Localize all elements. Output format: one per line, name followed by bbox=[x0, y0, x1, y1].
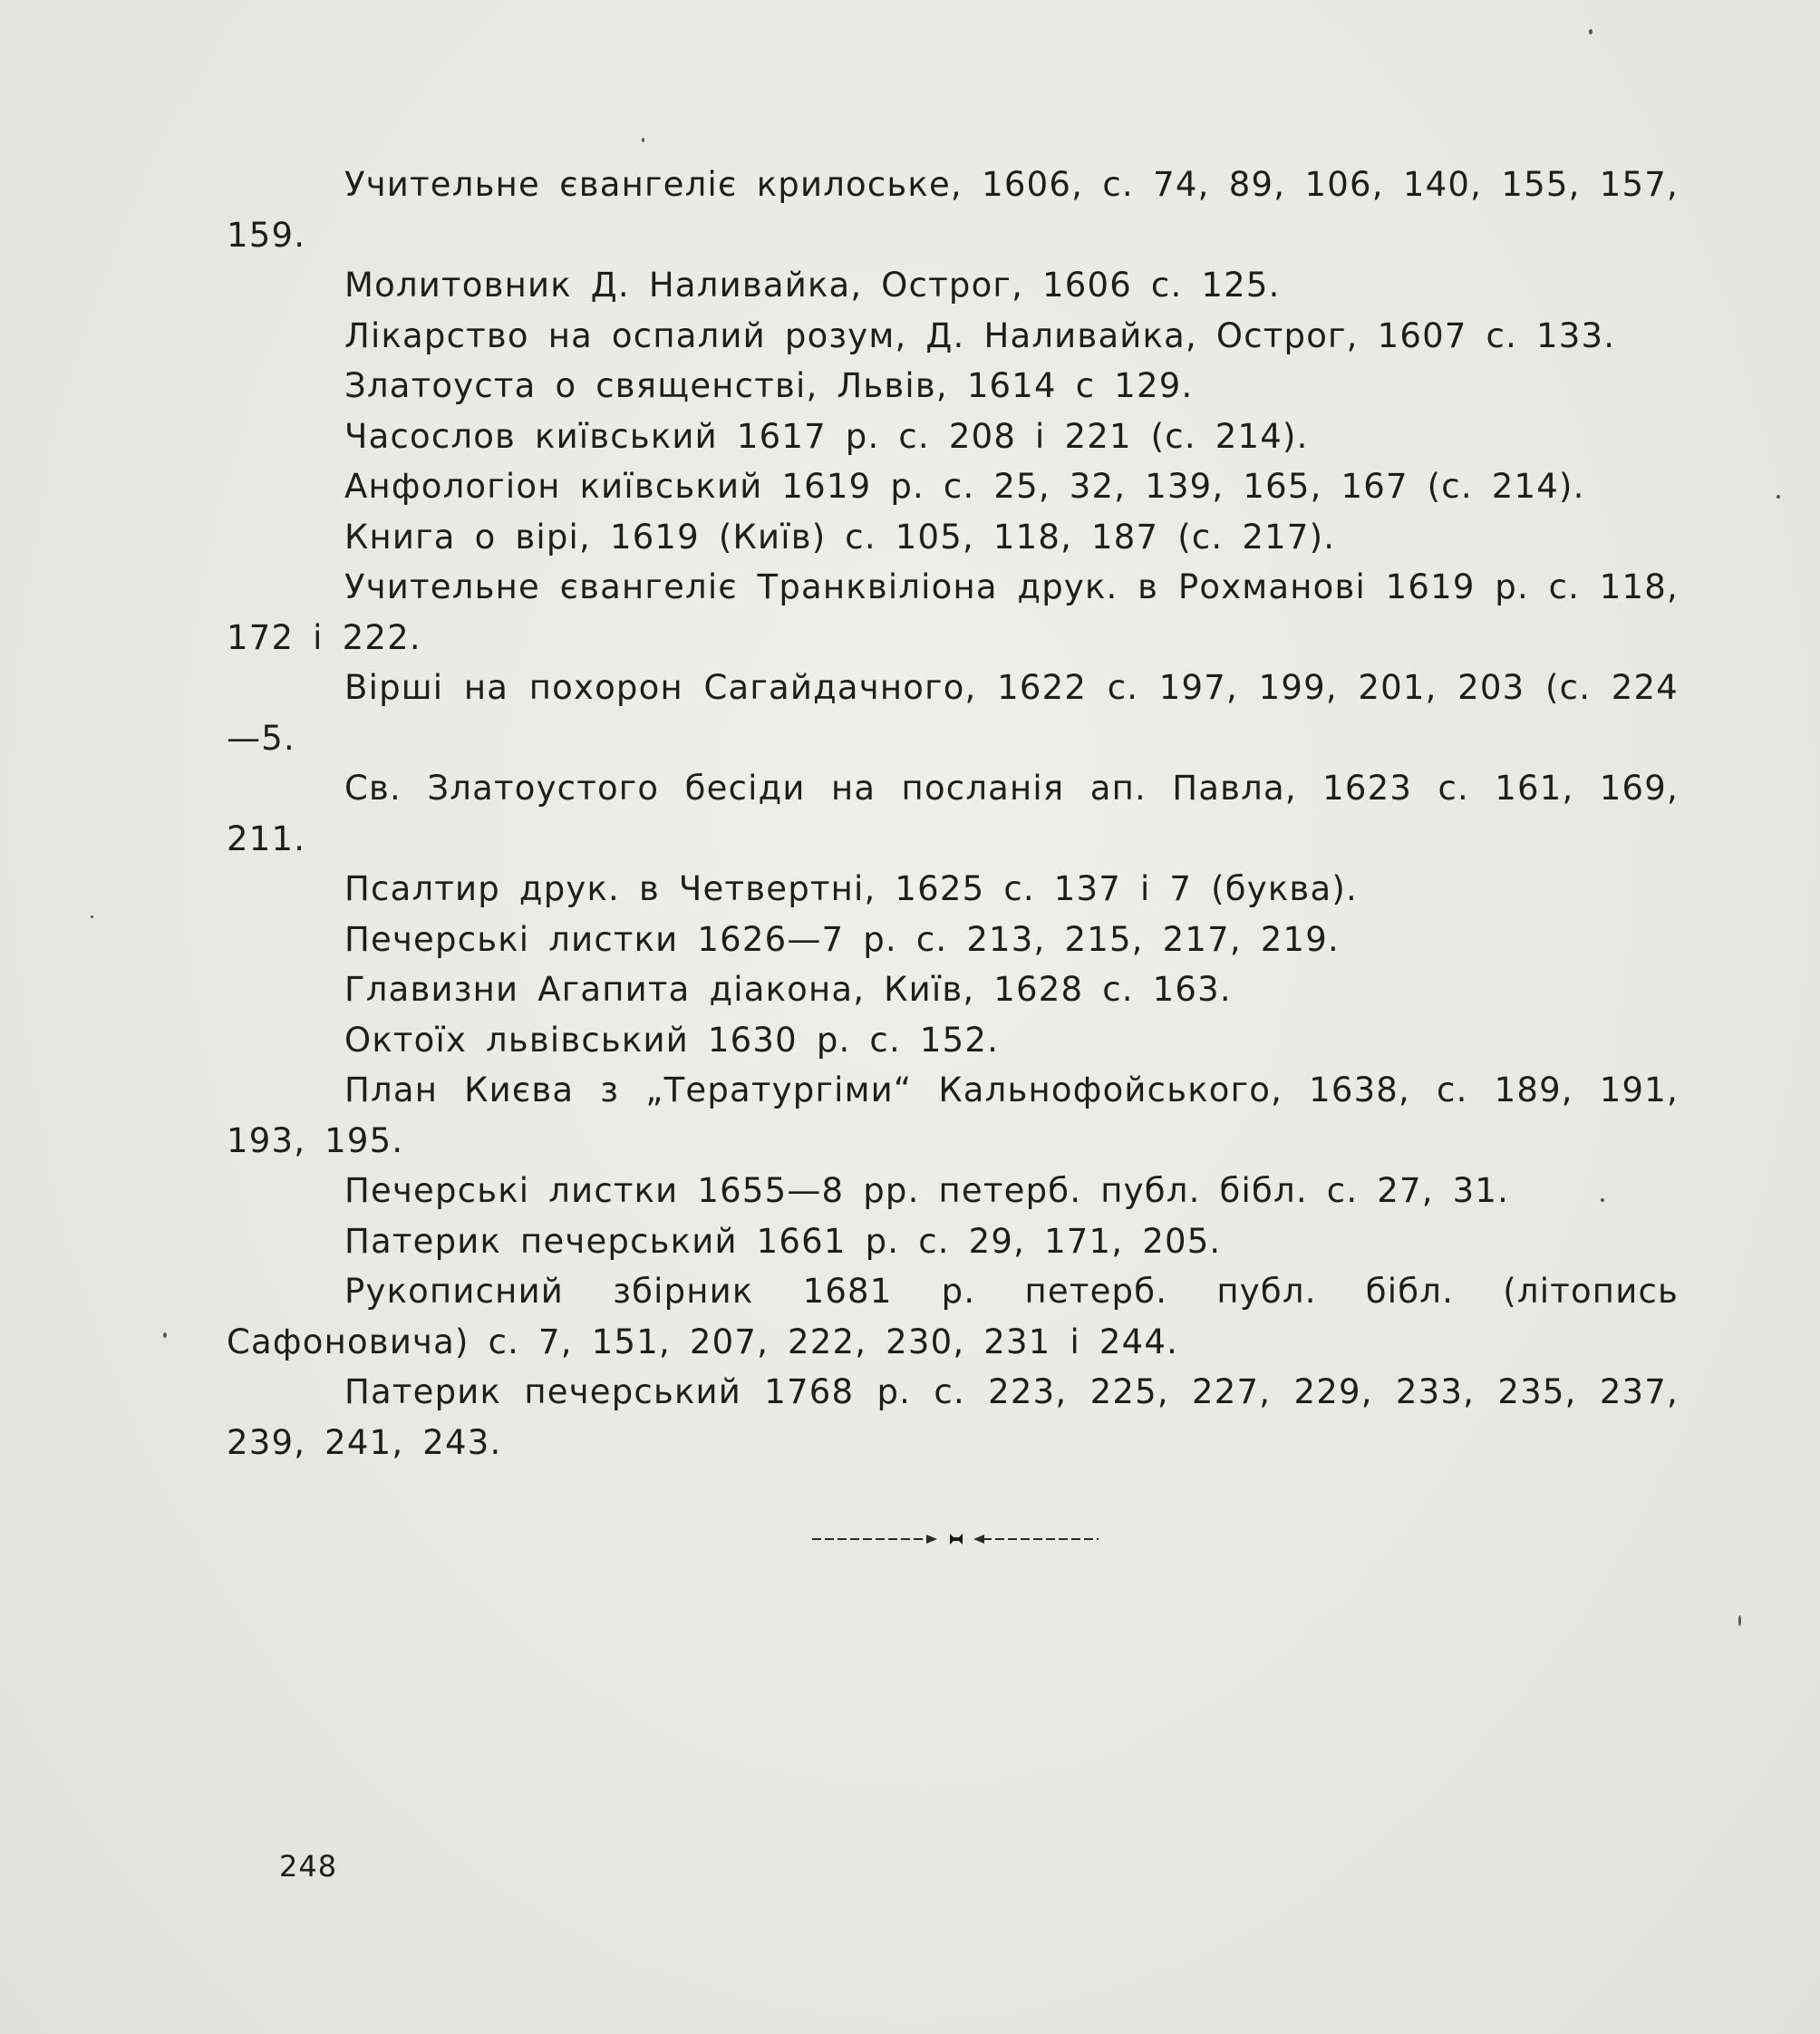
ornament-divider-icon bbox=[810, 1530, 1100, 1548]
list-item: Печерські листки 1655—8 рр. петерб. публ. бібл. с. 27, 31. bbox=[344, 1171, 1510, 1210]
list-item: Печерські листки 1626—7 р. с. 213, 215, 217, 219. bbox=[344, 919, 1340, 959]
list-item: Лікарство на оспалий розум, Д. Наливайка, Острог, 1607 с. 133. bbox=[344, 315, 1616, 355]
list-item: Рукописний збірник 1681 р. петерб. публ. бібл. (літопись Сафоновича) с. 7, 151, 207, 222, 230, 231 і 244. bbox=[227, 1272, 1679, 1361]
list-item: Книга о вірі, 1619 (Київ) с. 105, 118, 187 (с. 217). bbox=[344, 517, 1336, 557]
list-item: Молитовник Д. Наливайка, Острог, 1606 с. 125. bbox=[344, 266, 1281, 305]
list-item: Учительне євангеліє Транквіліона друк. в Рохманові 1619 р. с. 118, 172 і 222. bbox=[227, 567, 1679, 657]
paper-speck bbox=[642, 138, 644, 142]
paper-speck bbox=[1589, 29, 1592, 34]
list-item: Св. Златоустого бесіди на посланія ап. Павла, 1623 с. 161, 169, 211. bbox=[227, 769, 1679, 858]
list-item: Вірші на похорон Сагайдачного, 1622 с. 197, 199, 201, 203 (с. 224—5. bbox=[227, 668, 1679, 758]
list-item: План Києва з „Тератургіми“ Кальнофойського, 1638, с. 189, 191, 193, 195. bbox=[227, 1070, 1679, 1160]
paper-speck bbox=[1738, 1615, 1741, 1626]
list-item: Октоїх львівський 1630 р. с. 152. bbox=[344, 1020, 1000, 1060]
list-item: Патерик печерський 1768 р. с. 223, 225, 227, 229, 233, 235, 237, 239, 241, 243. bbox=[227, 1372, 1679, 1462]
paper-speck bbox=[163, 1332, 167, 1338]
list-item: Псалтир друк. в Четвертні, 1625 с. 137 і 7 (буква). bbox=[344, 869, 1358, 908]
paper-speck bbox=[1601, 1198, 1604, 1202]
list-item: Анфологіон київський 1619 р. с. 25, 32, 139, 165, 167 (с. 214). bbox=[344, 467, 1585, 506]
page-number: 248 bbox=[279, 1849, 338, 1884]
list-item: Учительне євангеліє крилоське, 1606, с. 74, 89, 106, 140, 155, 157, 159. bbox=[227, 165, 1679, 255]
paper-speck bbox=[1776, 495, 1780, 499]
paper-speck bbox=[91, 915, 93, 918]
list-item: Патерик печерський 1661 р. с. 29, 171, 205. bbox=[344, 1221, 1222, 1261]
list-item: Часослов київський 1617 р. с. 208 і 221 (с. 214). bbox=[344, 416, 1309, 456]
list-item: Златоуста о священстві, Львів, 1614 с 129. bbox=[344, 366, 1194, 405]
list-item: Главизни Агапита діакона, Київ, 1628 с. 163. bbox=[344, 970, 1232, 1009]
bibliography-list bbox=[227, 160, 1679, 1467]
